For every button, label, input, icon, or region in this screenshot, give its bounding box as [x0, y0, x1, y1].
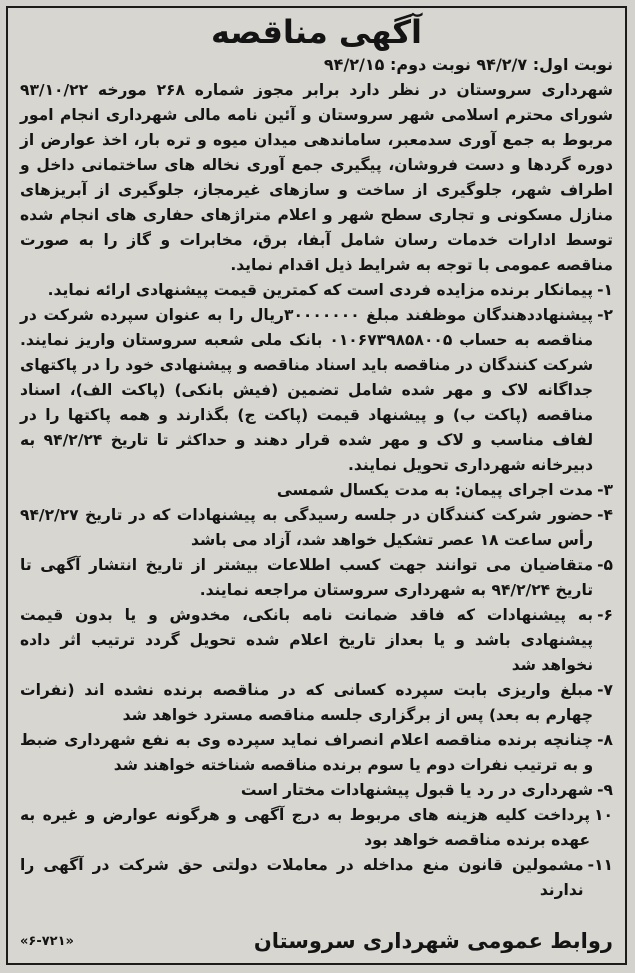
condition-item: [20, 553, 613, 603]
condition-number: ۲-: [597, 306, 613, 324]
tender-notice: [6, 6, 627, 965]
condition-text: مبلغ واریزی بابت سپرده کسانی که در مناقصه برنده نشده اند (نفرات چهارم به بعد) پس از برگزاری جلسه مناقصه مسترد خواهد شد: [20, 681, 594, 724]
condition-number: ۱۱-: [587, 856, 613, 874]
condition-number: ۴-: [597, 506, 613, 524]
condition-text: پیمانکار برنده مزایده فردی است که کمترین قیمت پیشنهادی ارائه نماید.: [47, 281, 594, 299]
condition-text: متقاضیان می توانند جهت کسب اطلاعات بیشتر از تاریخ انتشار آگهی تا تاریخ ۹۴/۲/۲۴ به شهرداری سروستان مراجعه نمایند.: [20, 556, 594, 599]
condition-item: [20, 678, 613, 728]
notice-title: آگهی مناقصه: [211, 13, 422, 51]
condition-number: ۵-: [597, 556, 613, 574]
condition-text: چنانچه برنده مناقصه اعلام انصراف نماید سپرده وی به نفع شهرداری ضبط و به ترتیب نفرات دوم یا سوم برنده مناقصه شناخته خواهند شد: [20, 731, 594, 774]
condition-text: حضور شرکت کنندگان در جلسه رسیدگی به پیشنهادات که در تاریخ ۹۴/۲/۲۷ رأس ساعت ۱۸ عصر تشکیل خواهد شد، آزاد می باشد: [20, 506, 594, 549]
condition-text: پیشنهاددهندگان موظفند مبلغ ۳۰۰۰۰۰۰۰ریال را به عنوان سپرده شرکت در مناقصه به حساب ۰۱۰۶۷۳۹۸۵۸۰۰۵ بانک ملی شعبه سروستان واریز نمایند. شرکت کنندگان در مناقصه باید اسناد مناقصه و پیشنهادی خود را در پاکتهای جداگانه لاک و مهر شده شامل تضمین (فیش بانکی) (پاکت الف)، اسناد مناقصه (پاکت ب) و پیشنهاد قیمت (پاکت ج) بگذارند و همه پاکتها را در لفاف مناسب و لاک و مهر شده قرار دهند و حداکثر تا تاریخ ۹۴/۲/۲۴ به دبیرخانه شهرداری تحویل نمایند.: [20, 306, 594, 474]
condition-number: ۸-: [597, 731, 613, 749]
condition-item: [20, 728, 613, 778]
condition-item: [20, 278, 613, 303]
notice-intro: شهرداری سروستان در نظر دارد برابر مجوز شماره ۲۶۸ مورخه ۹۳/۱۰/۲۲ شورای محترم اسلامی شهر سروستان و آئین نامه مالی شهرداری انجام امور مربوط به جمع آوری سدمعبر، ساماندهی میدان میوه و تره بار، اخذ عوارض از دوره گردها و دست فروشان، پیگیری جمع آوری نخاله های ساختمانی داخل و اطراف شهر، جلوگیری از ساخت و سازهای غیرمجاز، جلوگیری از آبریزهای منازل مسکونی و تجاری سطح شهر و اعلام متراژهای حفاری های انجام شده توسط ادارات خدمات رسان شامل آبفا، برق، مخابرات و گاز را به صورت مناقصه عمومی با توجه به شرایط ذیل اقدام نماید.: [20, 81, 613, 274]
condition-number: ۶-: [597, 606, 613, 624]
condition-number: ۹-: [597, 781, 613, 799]
condition-item: [20, 803, 613, 853]
condition-item: [20, 603, 613, 678]
signature: روابط عمومی شهرداری سروستان: [253, 929, 613, 953]
conditions-list: [20, 278, 613, 903]
condition-number: ۱-: [597, 281, 613, 299]
condition-text: شهرداری در رد یا قبول پیشنهادات مختار است: [240, 781, 594, 799]
condition-text: مشمولین قانون منع مداخله در معاملات دولتی حق شرکت در آگهی را ندارند: [20, 856, 584, 899]
condition-text: پرداخت کلیه هزینه های مربوط به درج آگهی و هرگونه عوارض و غیره به عهده برنده مناقصه خواهد بود: [20, 806, 591, 849]
condition-item: [20, 853, 613, 903]
condition-item: [20, 503, 613, 553]
condition-number: ۳-: [597, 481, 613, 499]
condition-number: ۱۰: [594, 806, 613, 824]
notice-footer: [20, 927, 613, 955]
condition-text: به پیشنهادات که فاقد ضمانت نامه بانکی، مخدوش و یا بدون قیمت پیشنهادی باشد و یا بعداز تاریخ اعلام شده تحویل گردد ترتیب اثر داده نخواهد شد: [20, 606, 594, 674]
condition-item: [20, 478, 613, 503]
condition-item: [20, 778, 613, 803]
condition-text: مدت اجرای پیمان: به مدت یکسال شمسی: [276, 481, 594, 499]
condition-number: ۷-: [597, 681, 613, 699]
condition-item: [20, 303, 613, 478]
ad-code: «۶-۷۲۱»: [20, 933, 74, 949]
publication-dates: نوبت اول: ۹۴/۲/۷ نوبت دوم: ۹۴/۲/۱۵: [323, 55, 613, 74]
